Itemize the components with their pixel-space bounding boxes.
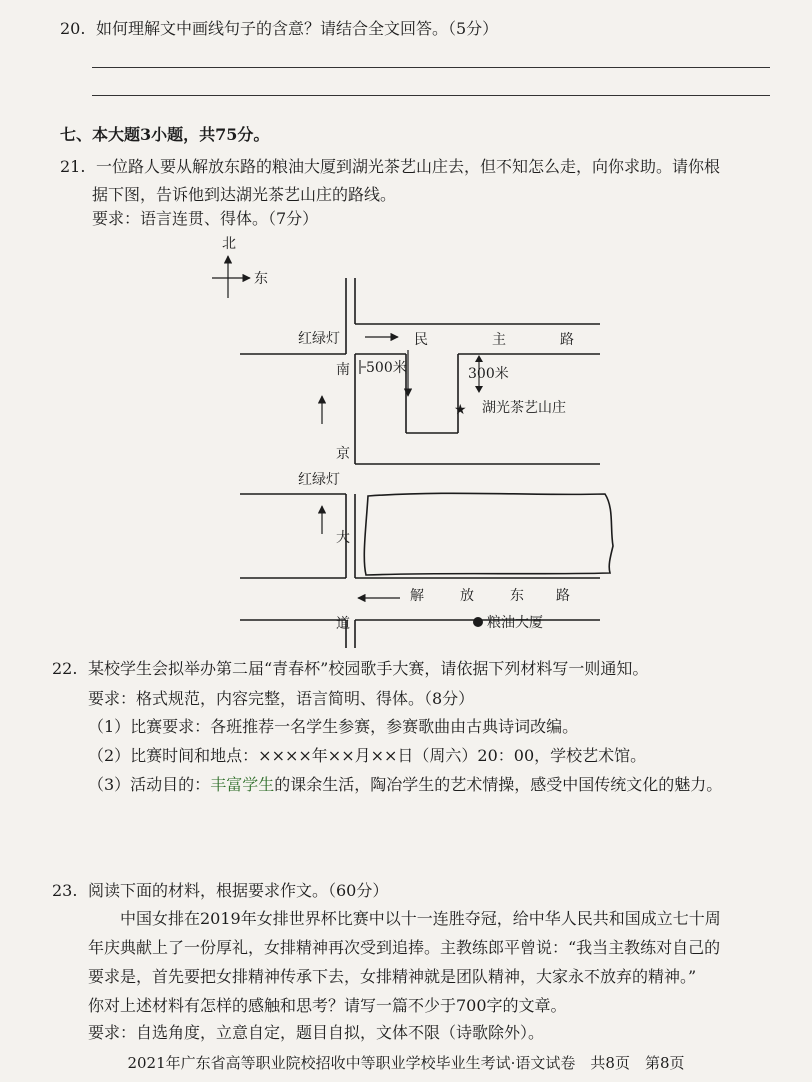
q23-number: 23. — [52, 881, 78, 900]
section-7-title: 七、本大题3小题，共75分。 — [60, 125, 270, 144]
q22-item-2: （2）比赛时间和地点：××××年××月××日（周六）20：00，学校艺术馆。 — [88, 746, 647, 765]
distance-300m-label: 300米 — [468, 366, 509, 382]
q20-prompt — [60, 18, 498, 40]
answer-line-2[interactable] — [92, 95, 770, 96]
page-footer: 2021年广东省高等职业院校招收中等职业学校毕业生考试·语文试卷 共8页 第8页 — [127, 1054, 685, 1072]
q22-item-3-highlight: 丰富学生 — [210, 775, 275, 794]
q21-prompt-line1 — [60, 156, 720, 178]
q23-prompt — [52, 880, 388, 902]
compass — [212, 236, 268, 298]
q23-material-line-3: 要求是，首先要把女排精神传承下去，女排精神就是团队精神，大家永不放弃的精神。” — [88, 967, 697, 986]
nanjing-avenue-char-3: 大 — [336, 530, 350, 546]
q22-requirement: 要求：格式规范，内容完整，语言简明、得体。（8分） — [88, 689, 475, 708]
dot-icon — [473, 617, 483, 627]
q21-number: 21. — [60, 157, 86, 176]
nanjing-avenue-char-4: 道 — [336, 616, 350, 632]
q23-material-line-1: 中国女排在2019年女排世界杯比赛中以十一连胜夺冠，给中华人民共和国成立七十周 — [120, 909, 721, 928]
origin-label: 粮油大厦 — [487, 615, 543, 631]
q22-item-1: （1）比赛要求：各班推荐一名学生参赛，参赛歌曲由古典诗词改编。 — [88, 717, 579, 736]
traffic-light-label-1: 红绿灯 — [298, 331, 340, 347]
compass-east-label: 东 — [254, 271, 268, 287]
traffic-light-label-2: 红绿灯 — [298, 472, 340, 488]
q23-material-line-4: 你对上述材料有怎样的感触和思考？请写一篇不少于700字的文章。 — [88, 996, 567, 1015]
nanjing-avenue-char-2: 京 — [336, 446, 350, 462]
q23-material-line-2: 年庆典献上了一份厚礼，女排精神再次受到追捧。主教练郎平曾说：“我当主教练对自己的 — [88, 938, 721, 957]
q22-item-3 — [88, 774, 722, 796]
q20-number: 20. — [60, 19, 86, 38]
destination-label: 湖光茶艺山庄 — [482, 400, 566, 416]
nanjing-avenue-char-1: 南 — [336, 362, 350, 378]
q22-prompt — [52, 658, 648, 680]
jiefang-road-char-4: 路 — [556, 588, 570, 604]
green-belt-block — [364, 493, 613, 575]
minzhu-road-char-2: 主 — [492, 332, 506, 348]
jiefang-road-char-2: 放 — [460, 588, 474, 604]
q21-requirement: 要求：语言连贯、得体。（7分） — [92, 209, 319, 228]
minzhu-road-char-1: 民 — [414, 332, 428, 348]
minzhu-road-char-3: 路 — [560, 332, 574, 348]
compass-north-label: 北 — [222, 236, 236, 252]
jiefang-road-char-3: 东 — [510, 588, 524, 604]
q22-item-3-rest: 的课余生活，陶冶学生的艺术情操，感受中国传统文化的魅力。 — [274, 775, 723, 794]
q22-text: 某校学生会拟举办第二届“青春杯”校园歌手大赛，请依据下列材料写一则通知。 — [88, 659, 649, 678]
q22-number: 22. — [52, 659, 78, 678]
q20-text: 如何理解文中画线句子的含意？请结合全文回答。（5分） — [96, 19, 499, 38]
q22-item-3-prefix: （3）活动目的： — [88, 775, 211, 794]
q21-text-1: 一位路人要从解放东路的粮油大厦到湖光茶艺山庄去，但不知怎么走，向你求助。请你根 — [96, 157, 721, 176]
star-icon: ★ — [454, 402, 467, 418]
route-map — [200, 228, 620, 648]
q23-requirement: 要求：自选角度，立意自定，题目自拟，文体不限（诗歌除外）。 — [88, 1023, 545, 1042]
jiefang-road-char-1: 解 — [410, 588, 424, 604]
q23-text: 阅读下面的材料，根据要求作文。（60分） — [88, 881, 389, 900]
answer-line-1[interactable] — [92, 67, 770, 68]
q21-prompt-line2: 据下图，告诉他到达湖光茶艺山庄的路线。 — [92, 185, 397, 204]
distance-500m-label: 500米 — [366, 360, 407, 376]
